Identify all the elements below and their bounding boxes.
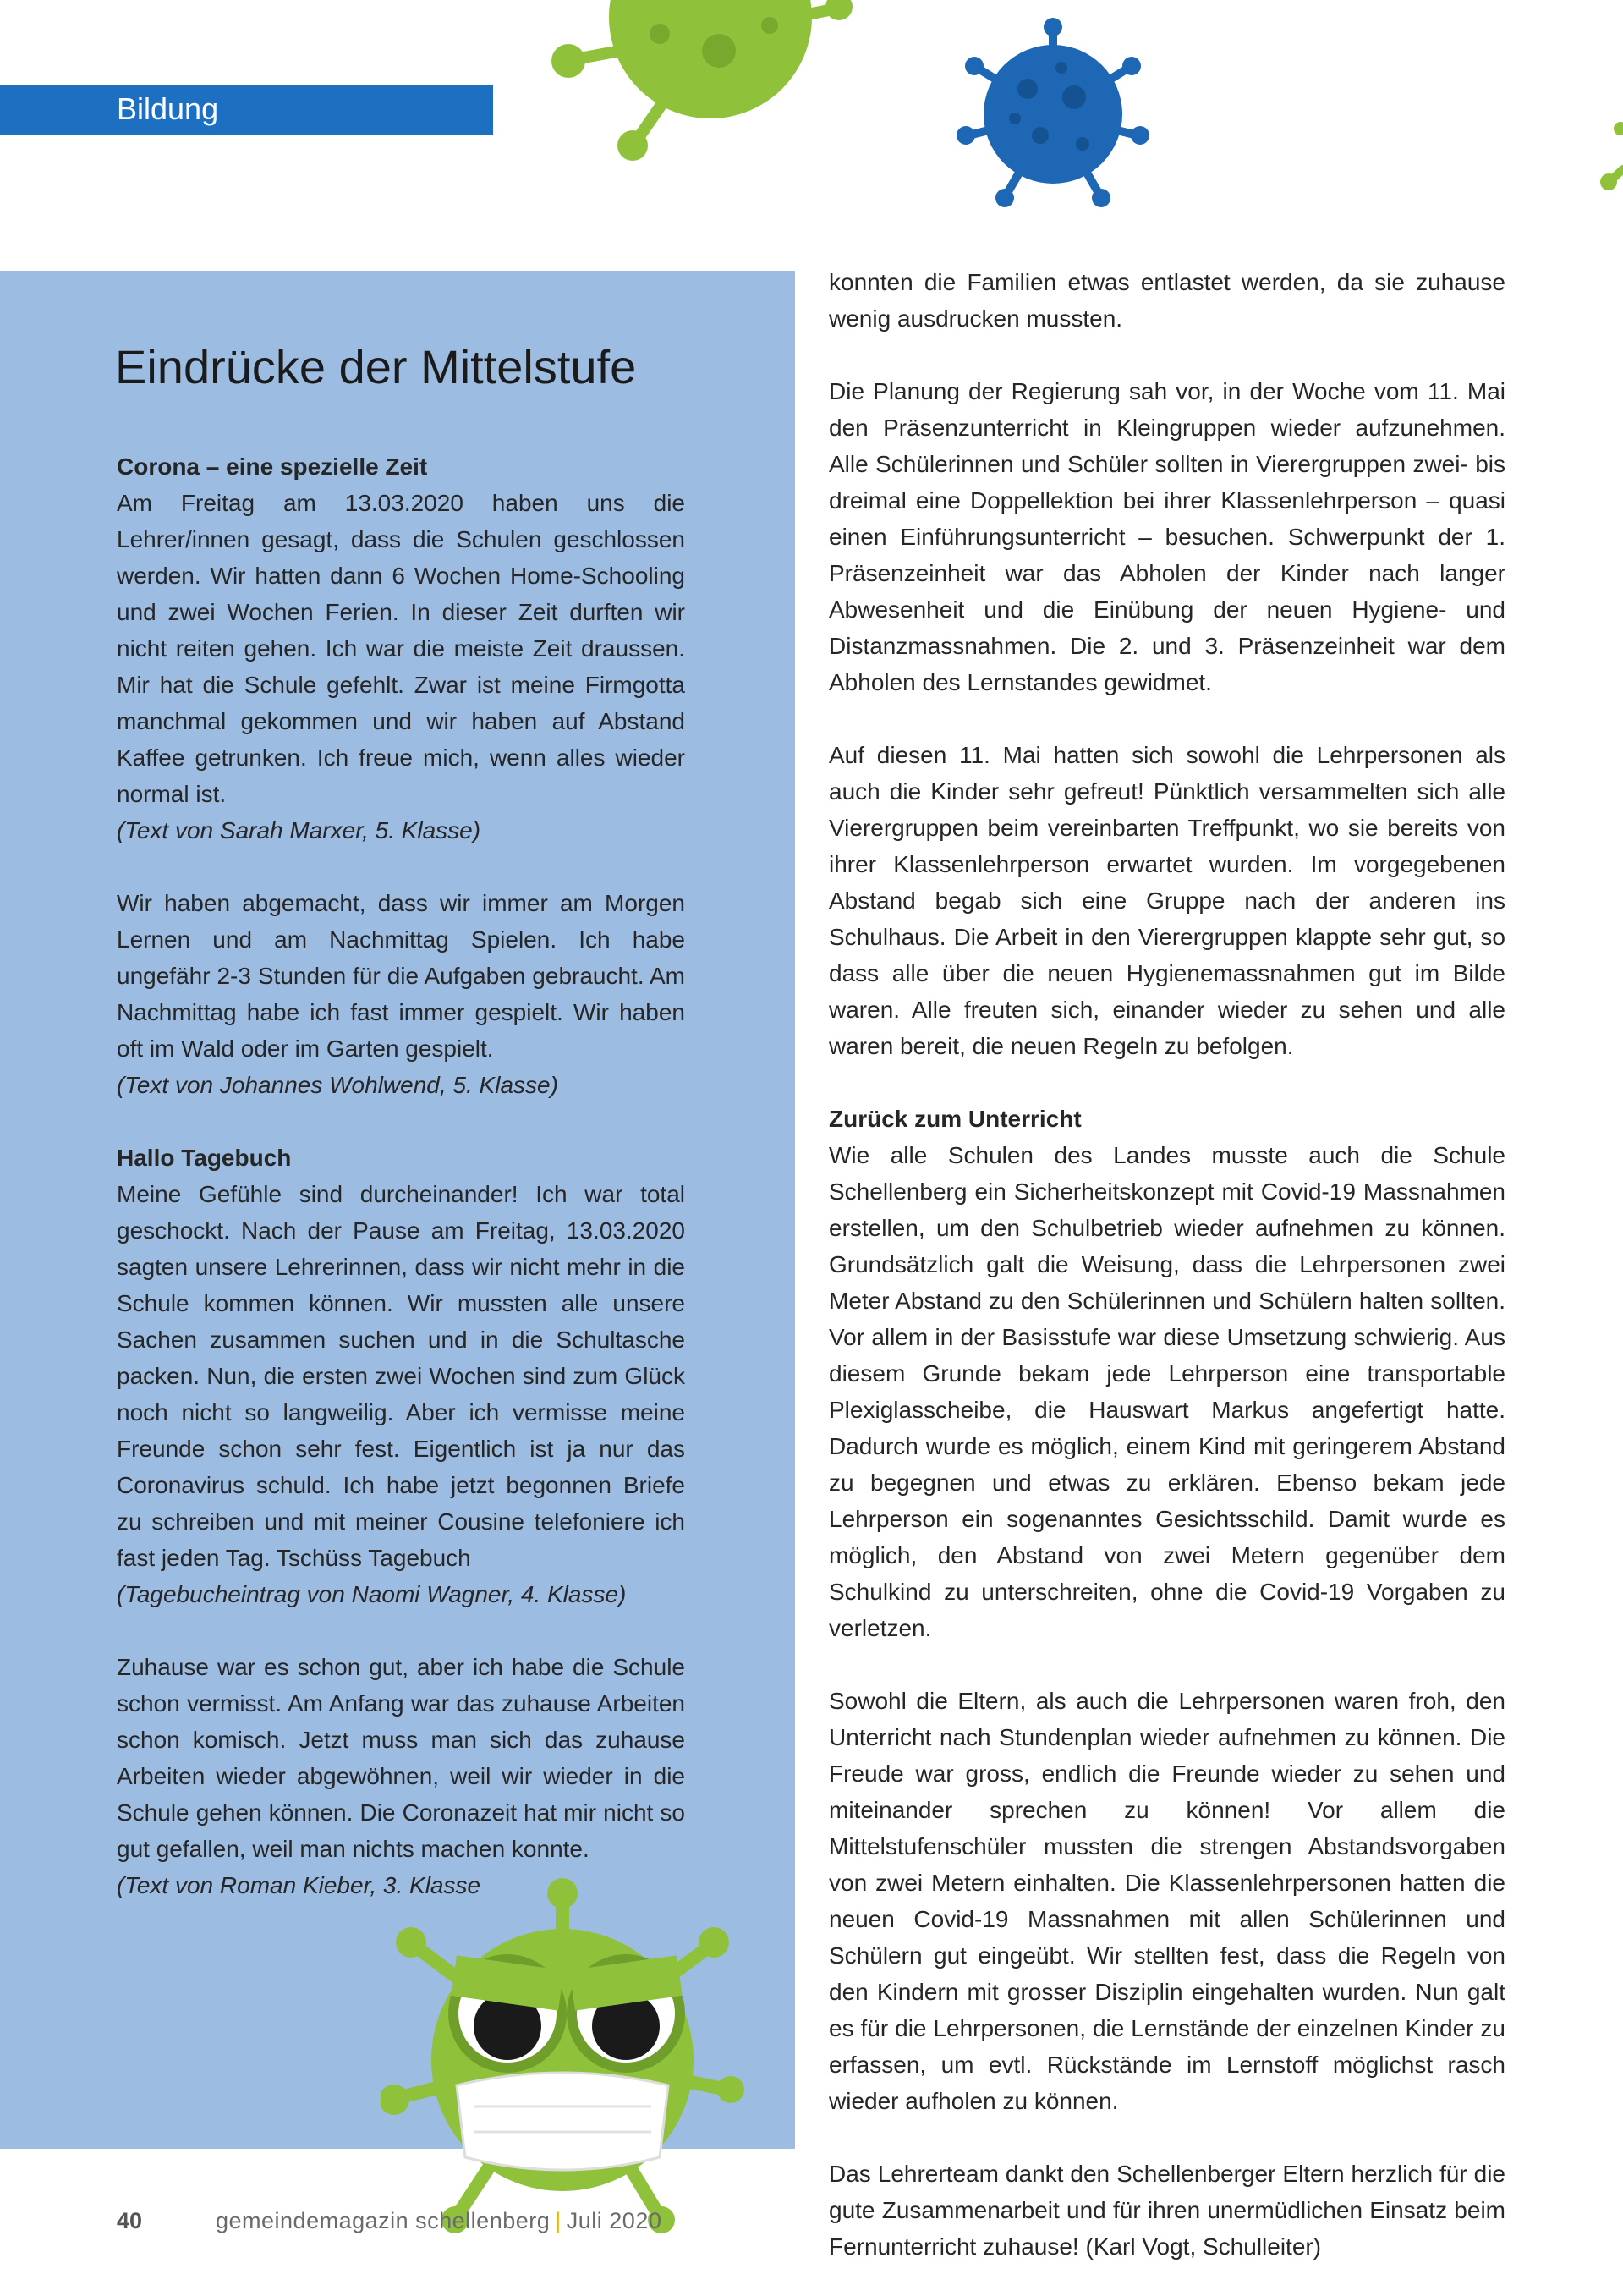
story-3-text: Meine Gefühle sind durcheinander! Ich war total geschockt. Nach der Pause am Freitag, 13.03.2020 sagten unsere Lehrerinnen, dass wir nicht mehr in die Schule kommen können. Wir mussten alle unsere Sachen zusammen suchen und in die Schultasche packen. Nun, die ersten zwei Wochen sind zum Glück noch nicht so langweilig. Aber ich vermisse meine Freunde schon sehr fest. Eigentlich ist ja nur das Coronavirus schuld. Ich habe jetzt begonnen Briefe zu schreiben und mit meiner Cousine telefoniere ich fast jeden Tag. Tschüss Tagebuch [117,1181,685,1571]
story-2 [117,885,685,1103]
story-1 [117,448,685,849]
green-virus-icon [533,0,888,161]
story-1-text: Am Freitag am 13.03.2020 haben uns die Lehrer/innen gesagt, dass die Schulen geschlossen werden. Wir hatten dann 6 Wochen Home-Schooling und zwei Wochen Ferien. In dieser Zeit durften wir nicht reiten gehen. Ich war die meiste Zeit draussen. Mir hat die Schule gefehlt. Zwar ist meine Firmgotta manchmal gekommen und wir haben auf Abstand Kaffee getrunken. Ich freue mich, wenn alles wieder normal ist. [117,490,685,807]
right-section-2 [829,1101,1505,1646]
story-3-heading: Hallo Tagebuch [117,1145,292,1171]
footer-separator: | [555,2208,562,2233]
story-2-credit: (Text von Johannes Wohlwend, 5. Klasse) [117,1072,558,1098]
right-paragraph-5: Sowohl die Eltern, als auch die Lehrpersonen waren froh, den Unterricht nach Stundenplan wieder aufnehmen zu können. Die Freude war gross, endlich die Freunde wieder zu sehen und miteinander sprechen zu können! Vor allem die Mittelstufenschüler mussten die strengen Abstandsvorgaben von zwei Metern einhalten. Die Klassenlehrpersonen hatten die neuen Covid-19 Massnahmen mit allen Schülerinnen und Schülern gut eingeübt. Wir stellten fest, dass die Regeln von den Kindern mit grosser Disziplin eingehalten wurden. Nun galt es für die Lehrpersonen, die Lernstände der einzelnen Kinder zu erfassen, um evtl. Rückstände im Lernstoff möglichst rasch wieder aufholen zu können. [829,1688,1505,2114]
right-paragraph-4: Wie alle Schulen des Landes musste auch die Schule Schellenberg ein Sicherheitskonzept mit Covid-19 Massnahmen erstellen, um den Schulbetrieb wieder aufnehmen zu können. Grundsätzlich galt die Weisung, dass die Lehrpersonen zwei Meter Abstand zu den Schülerinnen und Schülern halten sollten. Vor allem in der Basisstufe war diese Umsetzung schwierig. Aus diesem Grunde bekam jede Lehrperson eine transportable Plexiglasscheibe, die Hauswart Markus angefertigt hatte. Dadurch wurde es möglich, einem Kind mit geringerem Abstand zu begegnen und etwas zu erklären. Ebenso bekam jede Lehrperson ein sogenanntes Gesichtsschild. Damit wurde es möglich, den Abstand von zwei Metern gegenüber dem Schulkind zu unterschreiten, ohne die Covid-19 Vorgaben zu verletzen. [829,1142,1505,1641]
left-column [117,448,685,1903]
blue-virus-icon [947,17,1159,211]
right-paragraph-1: konnten die Familien etwas entlastet werden, da sie zuhause wenig ausdrucken mussten. [829,269,1505,332]
footer-magazine [216,2208,661,2234]
section-bar [0,85,493,135]
story-2-text: Wir haben abgemacht, dass wir immer am Morgen Lernen und am Nachmittag Spielen. Ich habe ungefähr 2-3 Stunden für die Aufgaben gebraucht. Am Nachmittag habe ich fast immer gespielt. Wir haben oft im Wald oder im Garten gespielt. [117,890,685,1062]
green-virus-edge-icon [1598,118,1623,203]
story-1-credit: (Text von Sarah Marxer, 5. Klasse) [117,817,481,843]
section-label: Bildung [117,91,219,126]
right-paragraph-6: Das Lehrerteam dankt den Schellenberger Eltern herzlich für die gute Zusammenarbeit und für ihren unermüdlichen Einsatz beim Fernunterricht zuhause! (Karl Vogt, Schulleiter) [829,2161,1505,2260]
story-3-credit: (Tagebucheintrag von Naomi Wagner, 4. Klasse) [117,1581,627,1607]
magazine-name: gemeindemagazin schellenberg [216,2208,551,2233]
story-4-text: Zuhause war es schon gut, aber ich habe die Schule schon vermisst. Am Anfang war das zuhause Arbeiten schon komisch. Jetzt muss man sich das zuhause Arbeiten wieder abgewöhnen, weil wir wieder in die Schule gehen können. Die Coronazeit hat mir nicht so gut gefallen, weil man nichts machen konnte. [117,1654,685,1862]
story-4-credit: (Text von Roman Kieber, 3. Klasse [117,1872,481,1898]
right-heading: Zurück zum Unterricht [829,1106,1082,1132]
story-4 [117,1649,685,1903]
page-number: 40 [117,2208,143,2233]
article-title: Eindrücke der Mittelstufe [115,340,637,393]
story-1-heading: Corona – eine spezielle Zeit [117,453,428,480]
issue-date: Juli 2020 [566,2208,662,2233]
right-paragraph-2: Die Planung der Regierung sah vor, in der Woche vom 11. Mai den Präsenzunterricht in Kleingruppen wieder aufzunehmen. Alle Schülerinnen und Schüler sollten in Vierergruppen zwei- bis dreimal eine Doppellektion bei ihrer Klassenlehrperson – quasi einen Einführungsunterricht – besuchen. Schwerpunkt der 1. Präsenzeinheit war das Abholen der Kinder nach langer Abwesenheit und die Einübung der neuen Hygiene- und Distanzmassnahmen. Die 2. und 3. Präsenzeinheit war dem Abholen des Lernstandes gewidmet. [829,378,1505,695]
right-column [829,264,1505,2265]
right-paragraph-3: Auf diesen 11. Mai hatten sich sowohl die Lehrpersonen als auch die Kinder sehr gefreut! Pünktlich versammelten sich alle Vierergruppen beim vereinbarten Treffpunkt, wo sie bereits von ihrer Klassenlehrperson erwartet wurden. Im vorgegebenen Abstand begab sich eine Gruppe nach der anderen ins Schulhaus. Die Arbeit in den Vierergruppen klappte sehr gut, so dass alle über die neuen Hygienemassnahmen gut im Bilde waren. Alle freuten sich, einander wieder zu sehen und alle waren bereit, die neuen Regeln zu befolgen. [829,742,1505,1059]
story-3 [117,1140,685,1612]
masked-virus-character-icon [381,1878,744,2233]
